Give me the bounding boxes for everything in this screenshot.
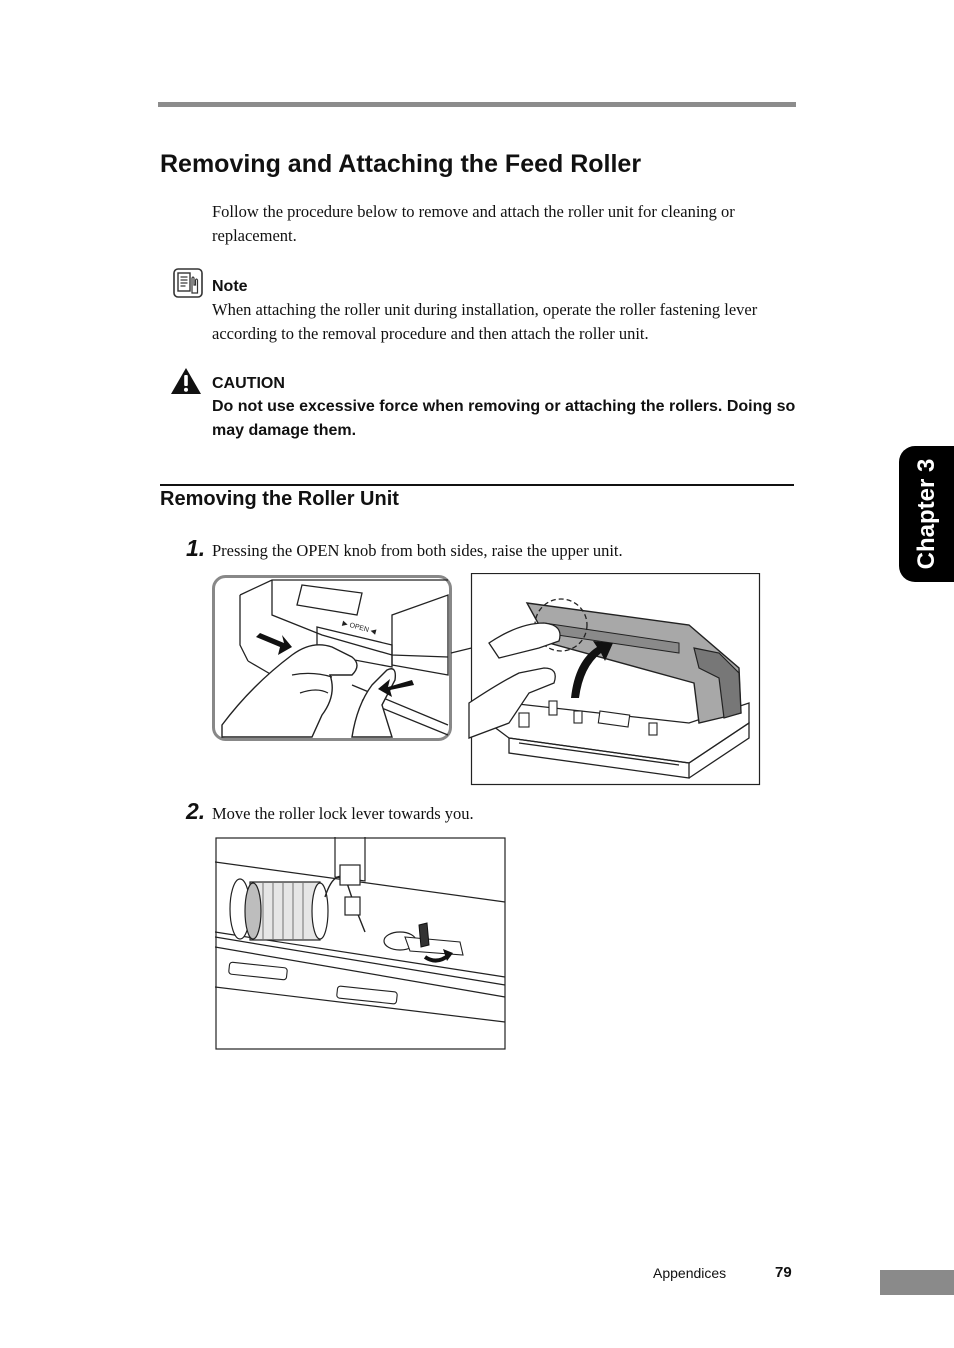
note-title: Note xyxy=(212,278,248,295)
caution-title: CAUTION xyxy=(212,375,285,392)
footer-section-name: Appendices xyxy=(653,1265,727,1281)
warning-triangle-icon xyxy=(170,367,202,395)
section-rule xyxy=(160,484,794,486)
page-number: 79 xyxy=(775,1264,792,1281)
chapter-tab xyxy=(899,446,954,582)
page-title: Removing and Attaching the Feed Roller xyxy=(160,150,642,178)
top-rule xyxy=(158,102,796,107)
figure-open-knob xyxy=(212,575,452,741)
section-heading: Removing the Roller Unit xyxy=(160,488,399,510)
note-icon xyxy=(173,268,203,298)
step-2-text: Move the roller lock lever towards you. xyxy=(212,804,474,823)
intro-paragraph: Follow the procedure below to remove and attach the roller unit for cleaning or replacement. xyxy=(212,202,735,245)
note-body: When attaching the roller unit during installation, operate the roller fastening lever according to the removal procedure and then attach the roller unit. xyxy=(212,300,758,343)
caution-body: Do not use excessive force when removing or attaching the rollers. Doing so may damage them. xyxy=(212,398,796,439)
step-1-number: 1. xyxy=(186,535,206,561)
footer-bar xyxy=(880,1270,954,1295)
chapter-tab-label: Chapter 3 xyxy=(912,458,940,570)
step-1-text: Pressing the OPEN knob from both sides, raise the upper unit. xyxy=(212,541,623,560)
step-2-number: 2. xyxy=(186,798,206,824)
figure-upper-unit-raised xyxy=(449,573,761,786)
open-label: ▶ OPEN ◀ xyxy=(341,620,377,636)
figure-roller-lock-lever xyxy=(215,837,506,1050)
